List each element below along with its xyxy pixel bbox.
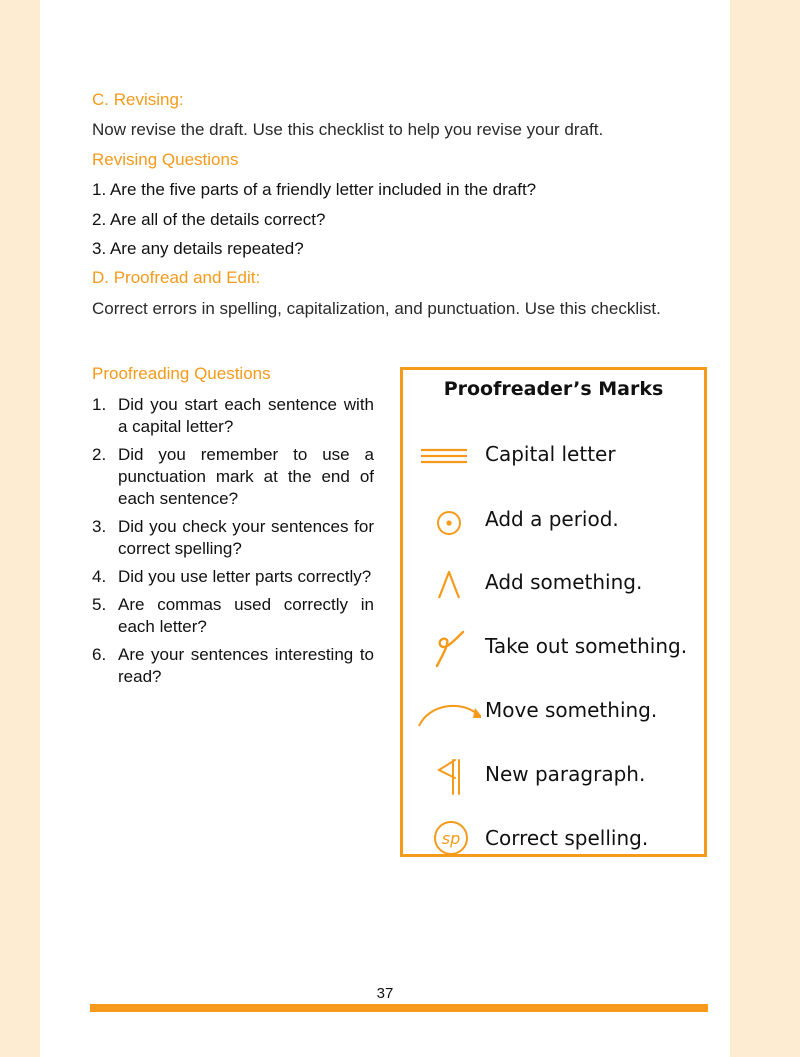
list-item [92, 566, 374, 588]
item-text: Did you start each sentence with a capital letter? [118, 395, 374, 436]
item-text: Did you remember to use a punctuation mark at the end of each sentence? [118, 445, 374, 508]
mark-row-period [403, 501, 704, 541]
mark-label: Take out something. [485, 634, 688, 658]
list-item [92, 444, 374, 510]
proofreaders-marks-title: Proofreader’s Marks [443, 378, 664, 400]
section-c-heading: C. Revising: [92, 90, 184, 109]
item-text: Are commas used correctly in each letter? [118, 595, 374, 636]
delete-mark-icon [415, 628, 475, 668]
list-item [92, 394, 374, 438]
item-text: Did you use letter parts correctly? [118, 567, 372, 586]
proofreaders-marks-box [400, 367, 707, 857]
revising-question: 1. Are the five parts of a friendly letter included in the draft? [92, 180, 537, 199]
item-number: 5. [92, 595, 107, 614]
circled-sp-icon [415, 820, 475, 860]
section-d-heading: D. Proofread and Edit: [92, 268, 261, 287]
list-item [92, 516, 374, 560]
mark-row-spelling [403, 820, 704, 860]
footer-bar [90, 1004, 708, 1012]
mark-row-paragraph [403, 756, 704, 796]
mark-label: New paragraph. [485, 762, 646, 786]
proofreading-questions-list [92, 394, 374, 694]
item-number: 4. [92, 567, 107, 586]
triple-underline-icon [415, 436, 475, 476]
caret-icon [415, 564, 475, 604]
circled-dot-icon [415, 501, 475, 541]
circled-sp-glyph: sp [441, 829, 461, 848]
section-d-instruction: Correct errors in spelling, capitalization, and punctuation. Use this checklist. [92, 299, 661, 318]
proofreading-questions-heading: Proofreading Questions [92, 364, 271, 383]
list-item [92, 644, 374, 688]
revising-questions-heading: Revising Questions [92, 150, 239, 169]
page [40, 0, 730, 1057]
item-number: 6. [92, 645, 107, 664]
revising-question: 3. Are any details repeated? [92, 239, 304, 258]
revising-question: 2. Are all of the details correct? [92, 210, 326, 229]
mark-label: Correct spelling. [485, 826, 649, 850]
page-number: 37 [376, 985, 394, 1002]
mark-row-add [403, 564, 704, 604]
curved-arrow-icon [409, 692, 481, 732]
item-text: Are your sentences interesting to read? [118, 645, 374, 686]
list-item [92, 594, 374, 638]
mark-row-delete [403, 628, 704, 668]
mark-label: Move something. [485, 698, 658, 722]
mark-label: Add a period. [485, 507, 619, 531]
paragraph-mark-icon [415, 756, 475, 796]
item-text: Did you check your sentences for correct spelling? [118, 517, 374, 558]
mark-label: Capital letter [485, 442, 616, 466]
item-number: 3. [92, 517, 107, 536]
mark-row-capital [403, 436, 704, 476]
mark-row-move [403, 692, 704, 732]
mark-label: Add something. [485, 570, 643, 594]
item-number: 1. [92, 395, 107, 414]
item-number: 2. [92, 445, 107, 464]
section-c-instruction: Now revise the draft. Use this checklist to help you revise your draft. [92, 120, 604, 139]
